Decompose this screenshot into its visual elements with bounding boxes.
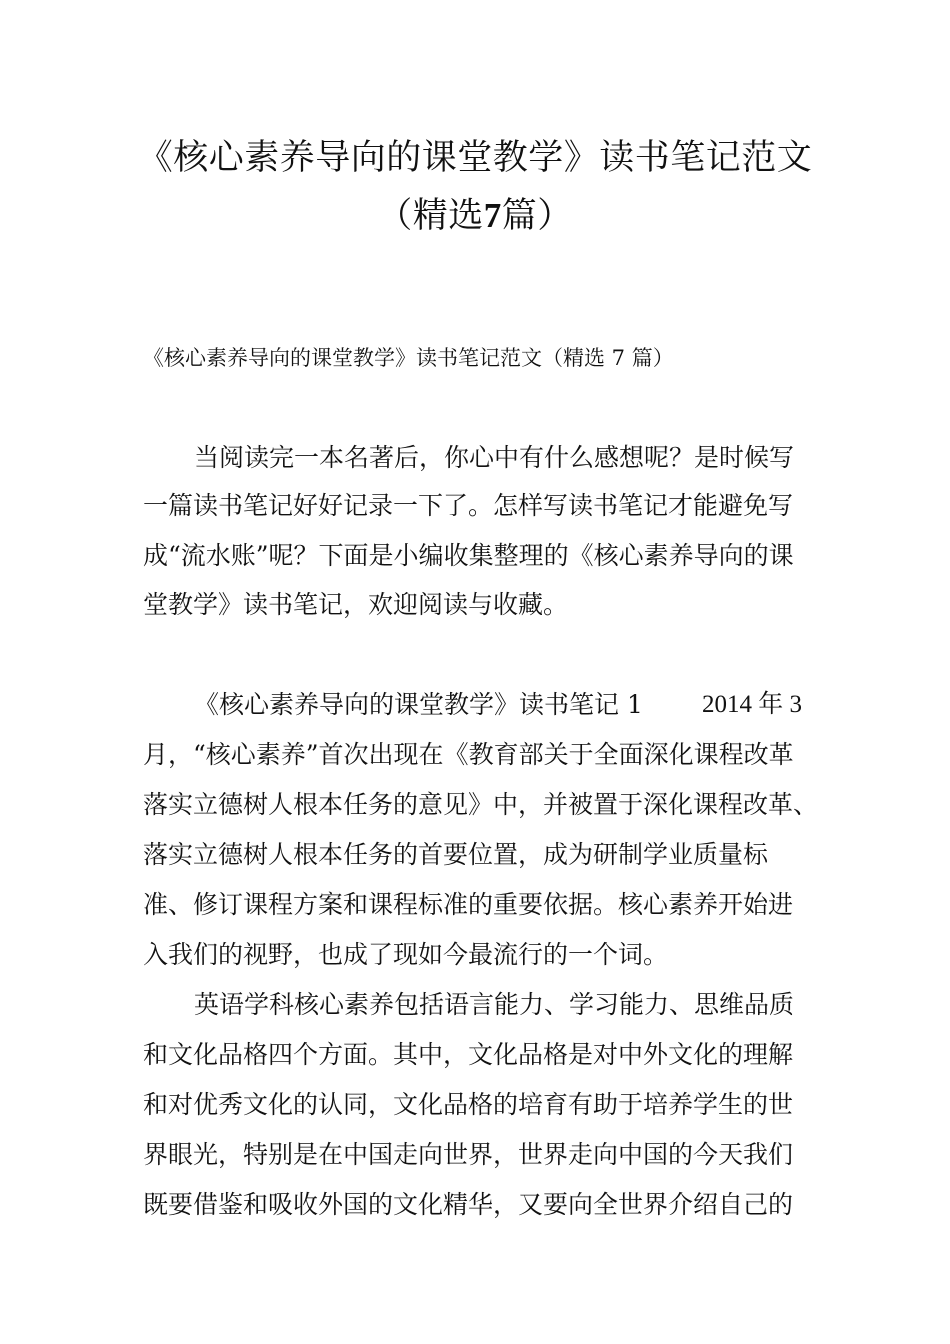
document-title-line-2 xyxy=(0,186,950,246)
title-prefix: （精选 xyxy=(377,196,484,236)
note1-line-4: 准、修订课程方案和课程标准的重要依据。核心素养开始进 xyxy=(143,890,794,919)
document-title-line-1: 《核心素养导向的课堂教学》读书笔记范文 xyxy=(137,138,813,178)
intro-line-2: 一篇读书笔记好好记录一下了。怎样写读书笔记才能避免写 xyxy=(143,491,794,520)
document-subtitle: 《核心素养导向的课堂教学》读书笔记范文（精选 7 篇） xyxy=(143,346,674,370)
title-suffix: 篇） xyxy=(501,196,573,236)
intro-line-4: 堂教学》读书笔记，欢迎阅读与收藏。 xyxy=(143,590,569,619)
note1-line-3: 落实立德树人根本任务的首要位置，成为研制学业质量标 xyxy=(143,840,769,869)
note1-heading: 《核心素养导向的课堂教学》读书笔记 1 xyxy=(194,690,643,719)
intro-line-1: 当阅读完一本名著后，你心中有什么感想呢？是时候写 xyxy=(194,443,795,472)
note1-line-1: 月，“核心素养”首次出现在《教育部关于全面深化课程改革 xyxy=(143,740,794,769)
para3-line-1: 英语学科核心素养包括语言能力、学习能力、思维品质 xyxy=(194,990,795,1019)
note1-line-2: 落实立德树人根本任务的意见》中，并被置于深化课程改革、 xyxy=(143,790,819,819)
title-count: 7 xyxy=(483,196,502,235)
note1-date-tail: 2014 年 3 xyxy=(702,691,803,718)
intro-line-3: 成“流水账”呢？下面是小编收集整理的《核心素养导向的课 xyxy=(143,541,794,570)
para3-line-5: 既要借鉴和吸收外国的文化精华，又要向全世界介绍自己的 xyxy=(143,1190,794,1219)
para3-line-3: 和对优秀文化的认同，文化品格的培育有助于培养学生的世 xyxy=(143,1090,794,1119)
para3-line-4: 界眼光，特别是在中国走向世界，世界走向中国的今天我们 xyxy=(143,1140,794,1169)
note1-line-5: 入我们的视野，也成了现如今最流行的一个词。 xyxy=(143,940,669,969)
para3-line-2: 和文化品格四个方面。其中，文化品格是对中外文化的理解 xyxy=(143,1040,794,1069)
